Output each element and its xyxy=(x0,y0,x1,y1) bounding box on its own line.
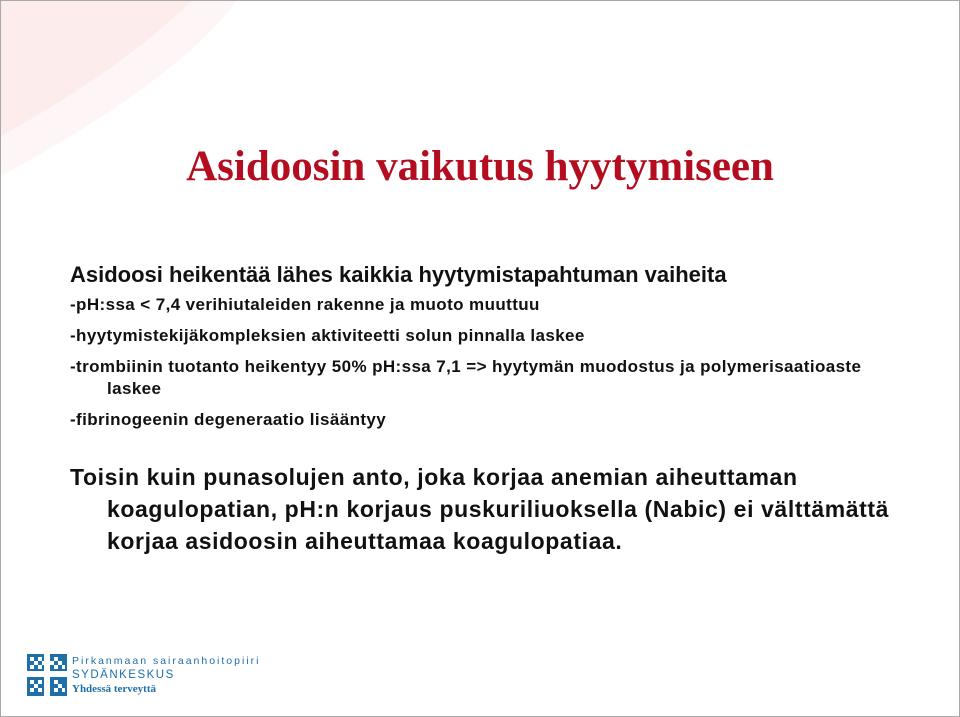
logo-text xyxy=(72,654,261,697)
logo-unit-name: SYDÄNKESKUS xyxy=(72,669,175,681)
bullet-item: -fibrinogeenin degeneraatio lisääntyy xyxy=(70,410,387,429)
slide-title: Asidoosin vaikutus hyytymiseen xyxy=(186,143,774,190)
bullet-item: -pH:ssa < 7,4 verihiutaleiden rakenne ja muoto muuttuu xyxy=(70,295,540,314)
bullet-item: -trombiinin tuotanto heikentyy 50% pH:ssa 7,1 => hyytymän muodostus ja polymerisaatioaste laskee xyxy=(70,357,862,398)
logo-slogan: Yhdessä terveyttä xyxy=(72,683,157,695)
corner-wave-decoration xyxy=(1,1,361,231)
checkered-cross-logo-icon xyxy=(27,654,67,696)
slide-body xyxy=(70,261,890,557)
closing-statement: Toisin kuin punasolujen anto, joka korjaa anemian aiheuttaman koagulopatian, pH:n korjaus puskuriliuoksella (Nabic) ei välttämättä korjaa asidoosin aiheuttamaa koagulopatiaa. xyxy=(70,464,890,554)
bullet-list xyxy=(70,294,890,431)
lead-statement: Asidoosi heikentää lähes kaikkia hyytymistapahtuman vaiheita xyxy=(70,262,727,287)
logo-organization-name: Pirkanmaan sairaanhoitopiiri xyxy=(72,655,261,667)
footer-logo xyxy=(27,654,261,697)
bullet-item: -hyytymistekijäkompleksien aktiviteetti solun pinnalla laskee xyxy=(70,326,585,345)
